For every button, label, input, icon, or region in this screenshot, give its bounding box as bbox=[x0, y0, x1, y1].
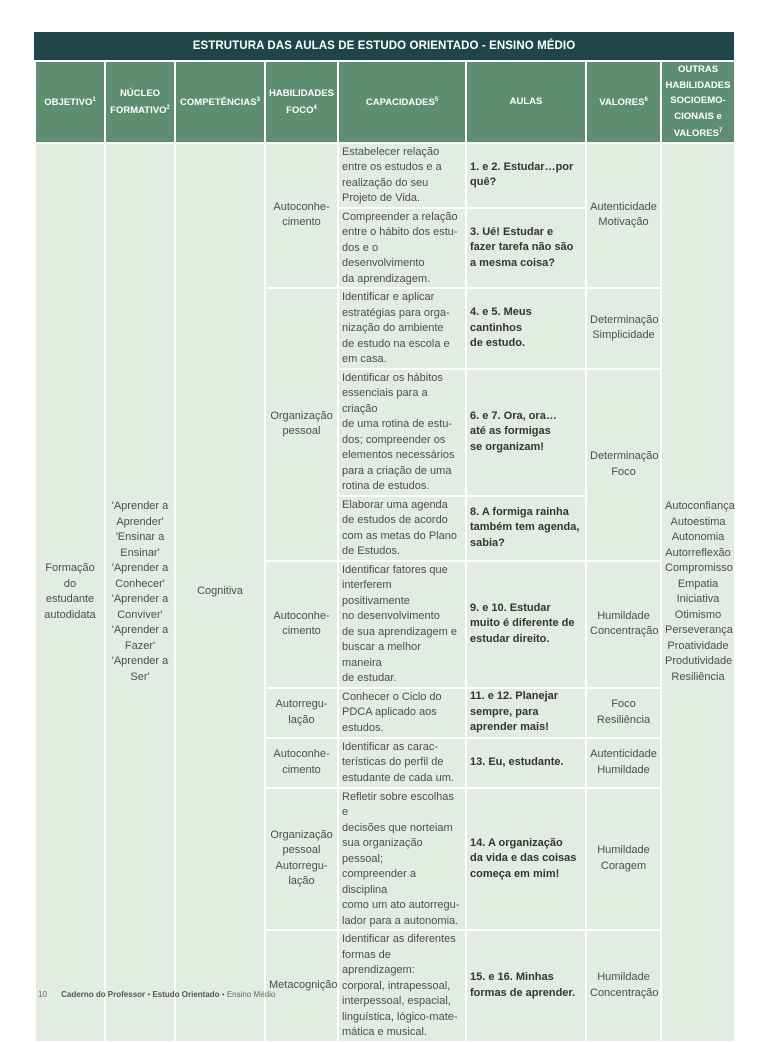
footer-separator: • bbox=[147, 990, 151, 999]
valores-cell: Determinação Simplicidade bbox=[586, 288, 661, 369]
capacidade-cell: Identificar fatores que interferem positivamente no desenvolvimento de sua aprendizagem e buscar a melhor maneira de estudar. bbox=[338, 561, 466, 688]
habilidade-cell: Metacognição bbox=[265, 930, 338, 1042]
footer-ensino: Ensino Médio bbox=[226, 990, 276, 999]
competencia-cell: Cognitiva bbox=[175, 143, 265, 1042]
valores-cell: Autenticidade Motivação bbox=[586, 143, 661, 289]
page-footer bbox=[38, 990, 275, 999]
habilidade-cell: Autorregu- lação bbox=[265, 688, 338, 738]
valores-cell: Humildade Coragem bbox=[586, 788, 661, 931]
header-valores: VALORES$^6$ bbox=[586, 61, 661, 143]
header-competencias: COMPETÊNCIAS$^3$ bbox=[175, 61, 265, 143]
footer-estudo: Estudo Orientado bbox=[152, 990, 220, 999]
outras-cell: Autoconfiança Autoestima Autonomia Autorreflexão Compromisso Empatia Iniciativa Otimismo Perseverança Proatividade Produtividade Resiliência bbox=[661, 143, 735, 1042]
header-capacidades: CAPACIDADES$^5$ bbox=[338, 61, 466, 143]
capacidade-cell: Refletir sobre escolhas e decisões que norteiam sua organização pessoal; compreender a disciplina como um ato autorregu- lador para a autonomia. bbox=[338, 788, 466, 931]
structure-table bbox=[34, 60, 736, 1043]
habilidade-cell: Autoconhe- cimento bbox=[265, 561, 338, 688]
habilidade-cell: Autoconhe- cimento bbox=[265, 738, 338, 788]
header-row bbox=[35, 61, 735, 143]
header-outras-habilidades: OUTRAS HABILIDADES SOCIOEMO- CIONAIS e VALORES$^7$ bbox=[661, 61, 735, 143]
habilidade-cell: Autoconhe- cimento bbox=[265, 143, 338, 289]
header-nucleo-formativo: NÚCLEO FORMATIVO$^2$ bbox=[105, 61, 175, 143]
table-title: ESTRUTURA DAS AULAS DE ESTUDO ORIENTADO - ENSINO MÉDIO bbox=[34, 32, 734, 60]
header-habilidades-foco: HABILIDADES FOCO$^4$ bbox=[265, 61, 338, 143]
aula-cell: 9. e 10. Estudar muito é diferente de estudar direito. bbox=[466, 561, 586, 688]
aula-cell: 13. Eu, estudante. bbox=[466, 738, 586, 788]
footer-separator: • bbox=[221, 990, 225, 999]
capacidade-cell: Conhecer o Ciclo do PDCA aplicado aos estudos. bbox=[338, 688, 466, 738]
aula-cell: 11. e 12. Planejar sempre, para aprender mais! bbox=[466, 688, 586, 738]
table-row bbox=[35, 143, 735, 208]
aula-cell: 8. A formiga rainha também tem agenda, sabia? bbox=[466, 496, 586, 561]
capacidade-cell: Elaborar uma agenda de estudos de acordo com as metas do Plano de Estudos. bbox=[338, 496, 466, 561]
nucleo-cell: 'Aprender a Aprender' 'Ensinar a Ensinar' 'Aprender a Conhecer' 'Aprender a Conviver' 'Aprender a Fazer' 'Aprender a Ser' bbox=[105, 143, 175, 1042]
aula-cell: 15. e 16. Minhas formas de aprender. bbox=[466, 930, 586, 1042]
valores-cell: Autenticidade Humildade bbox=[586, 738, 661, 788]
objetivo-cell: Formação do estudante autodidata bbox=[35, 143, 105, 1042]
habilidade-cell: Organização pessoal Autorregu- lação bbox=[265, 788, 338, 931]
aula-cell: 14. A organização da vida e das coisas começa em mim! bbox=[466, 788, 586, 931]
capacidade-cell: Compreender a relação entre o hábito dos estu- dos e o desenvolvimento da aprendizagem. bbox=[338, 208, 466, 289]
capacidade-cell: Identificar as carac- terísticas do perfil de estudante de cada um. bbox=[338, 738, 466, 788]
valores-cell: Determinação Foco bbox=[586, 369, 661, 561]
valores-cell: Foco Resiliência bbox=[586, 688, 661, 738]
aula-cell: 3. Ué! Estudar e fazer tarefa não são a mesma coisa? bbox=[466, 208, 586, 289]
valores-cell: Humildade Concentração bbox=[586, 930, 661, 1042]
aula-cell: 1. e 2. Estudar…por quê? bbox=[466, 143, 586, 208]
habilidade-cell: Organização pessoal bbox=[265, 288, 338, 561]
capacidade-cell: Identificar as diferentes formas de aprendizagem: corporal, intrapessoal, interpessoal, espacial, linguística, lógico-mate- mática e musical. bbox=[338, 930, 466, 1042]
header-objetivo: OBJETIVO$^1$ bbox=[35, 61, 105, 143]
capacidade-cell: Identificar os hábitos essenciais para a criação de uma rotina de estu- dos; compreender os elementos necessários para a criação de uma rotina de estudos. bbox=[338, 369, 466, 496]
header-aulas: AULAS bbox=[466, 61, 586, 143]
aula-cell: 6. e 7. Ora, ora… até as formigas se organizam! bbox=[466, 369, 586, 496]
capacidade-cell: Identificar e aplicar estratégias para orga- nização do ambiente de estudo na escola e em casa. bbox=[338, 288, 466, 369]
capacidade-cell: Estabelecer relação entre os estudos e a realização do seu Projeto de Vida. bbox=[338, 143, 466, 208]
footer-caderno: Caderno do Professor bbox=[61, 990, 146, 999]
page-number: 10 bbox=[38, 990, 47, 999]
valores-cell: Humildade Concentração bbox=[586, 561, 661, 688]
aula-cell: 4. e 5. Meus cantinhos de estudo. bbox=[466, 288, 586, 369]
